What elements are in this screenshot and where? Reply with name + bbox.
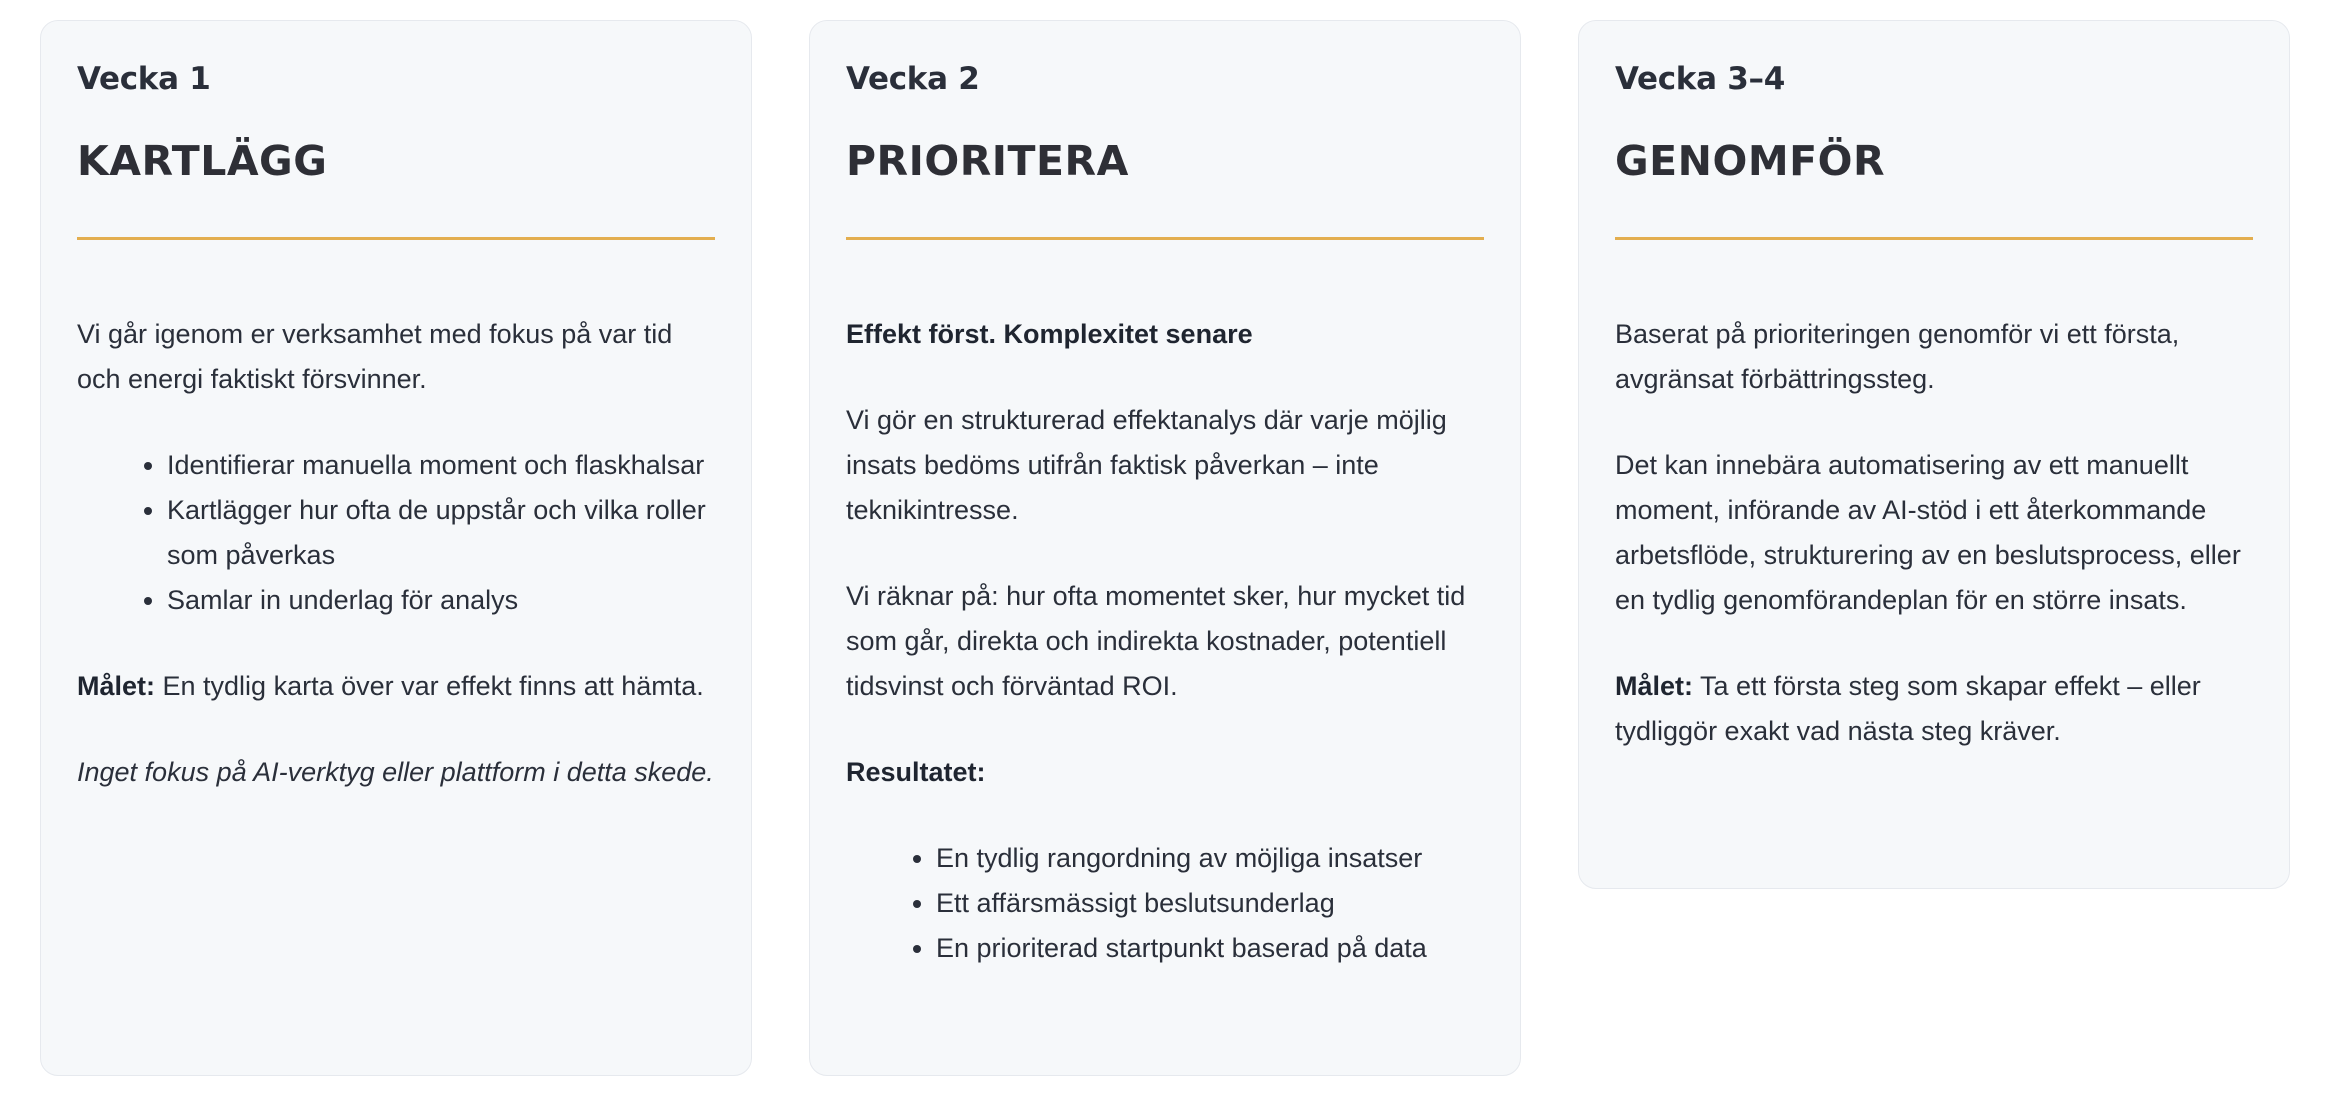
card-title: PRIORITERA: [846, 137, 1129, 185]
card-body: [1615, 312, 2253, 754]
card-note: Inget fokus på AI-verktyg eller plattform i detta skede.: [77, 757, 714, 787]
card-week-3-4: [1578, 20, 2290, 889]
list-item: • En tydlig rangordning av möjliga insatser: [936, 836, 1484, 881]
list-item: • Kartlägger hur ofta de uppstår och vilka roller som påverkas: [167, 488, 715, 578]
card-title: KARTLÄGG: [77, 137, 328, 185]
card-lead: Effekt först. Komplexitet senare: [846, 319, 1253, 349]
goal-text: En tydlig karta över var effekt finns att hämta.: [155, 671, 704, 701]
card-bullet-list: [846, 836, 1484, 971]
card-body: [77, 312, 715, 795]
card-title: GENOMFÖR: [1615, 137, 1886, 185]
goal-text: Ta ett första steg som skapar effekt – eller tydliggör exakt vad nästa steg kräver.: [1615, 671, 2201, 746]
card-bullet-list: [77, 443, 715, 623]
list-item: • En prioriterad startpunkt baserad på data: [936, 926, 1484, 971]
card-week-1: [40, 20, 752, 1076]
card-paragraph: Det kan innebära automatisering av ett manuellt moment, införande av AI-stöd i ett återkommande arbetsflöde, strukturering av en beslutsprocess, eller en tydlig genomförandeplan för en större insats.: [1615, 450, 2241, 615]
card-paragraph: Baserat på prioriteringen genomför vi ett första, avgränsat förbättringssteg.: [1615, 319, 2180, 394]
list-item: • Identifierar manuella moment och flaskhalsar: [167, 443, 715, 488]
card-week-label: Vecka 2: [846, 61, 980, 97]
card-week-label: Vecka 3–4: [1615, 61, 1785, 97]
goal-label: Målet:: [77, 671, 156, 701]
accent-divider: [77, 237, 715, 240]
card-goal: [1615, 664, 2253, 754]
card-intro: Vi går igenom er verksamhet med fokus på var tid och energi faktiskt försvinner.: [77, 319, 673, 394]
card-body: [846, 312, 1484, 971]
accent-divider: [846, 237, 1484, 240]
card-paragraph: Vi gör en strukturerad effektanalys där varje möjlig insats bedöms utifrån faktisk påverkan – inte teknikintresse.: [846, 405, 1447, 525]
process-cards: [40, 20, 2290, 1076]
card-paragraph: Vi räknar på: hur ofta momentet sker, hur mycket tid som går, direkta och indirekta kostnader, potentiell tidsvinst och förväntad ROI.: [846, 581, 1466, 701]
list-item: • Ett affärsmässigt beslutsunderlag: [936, 881, 1484, 926]
goal-label: Målet:: [1615, 671, 1694, 701]
result-label: Resultatet:: [846, 757, 986, 787]
card-week-label: Vecka 1: [77, 61, 211, 97]
card-goal: [77, 664, 715, 709]
list-item: • Samlar in underlag för analys: [167, 578, 715, 623]
card-week-2: [809, 20, 1521, 1076]
accent-divider: [1615, 237, 2253, 240]
